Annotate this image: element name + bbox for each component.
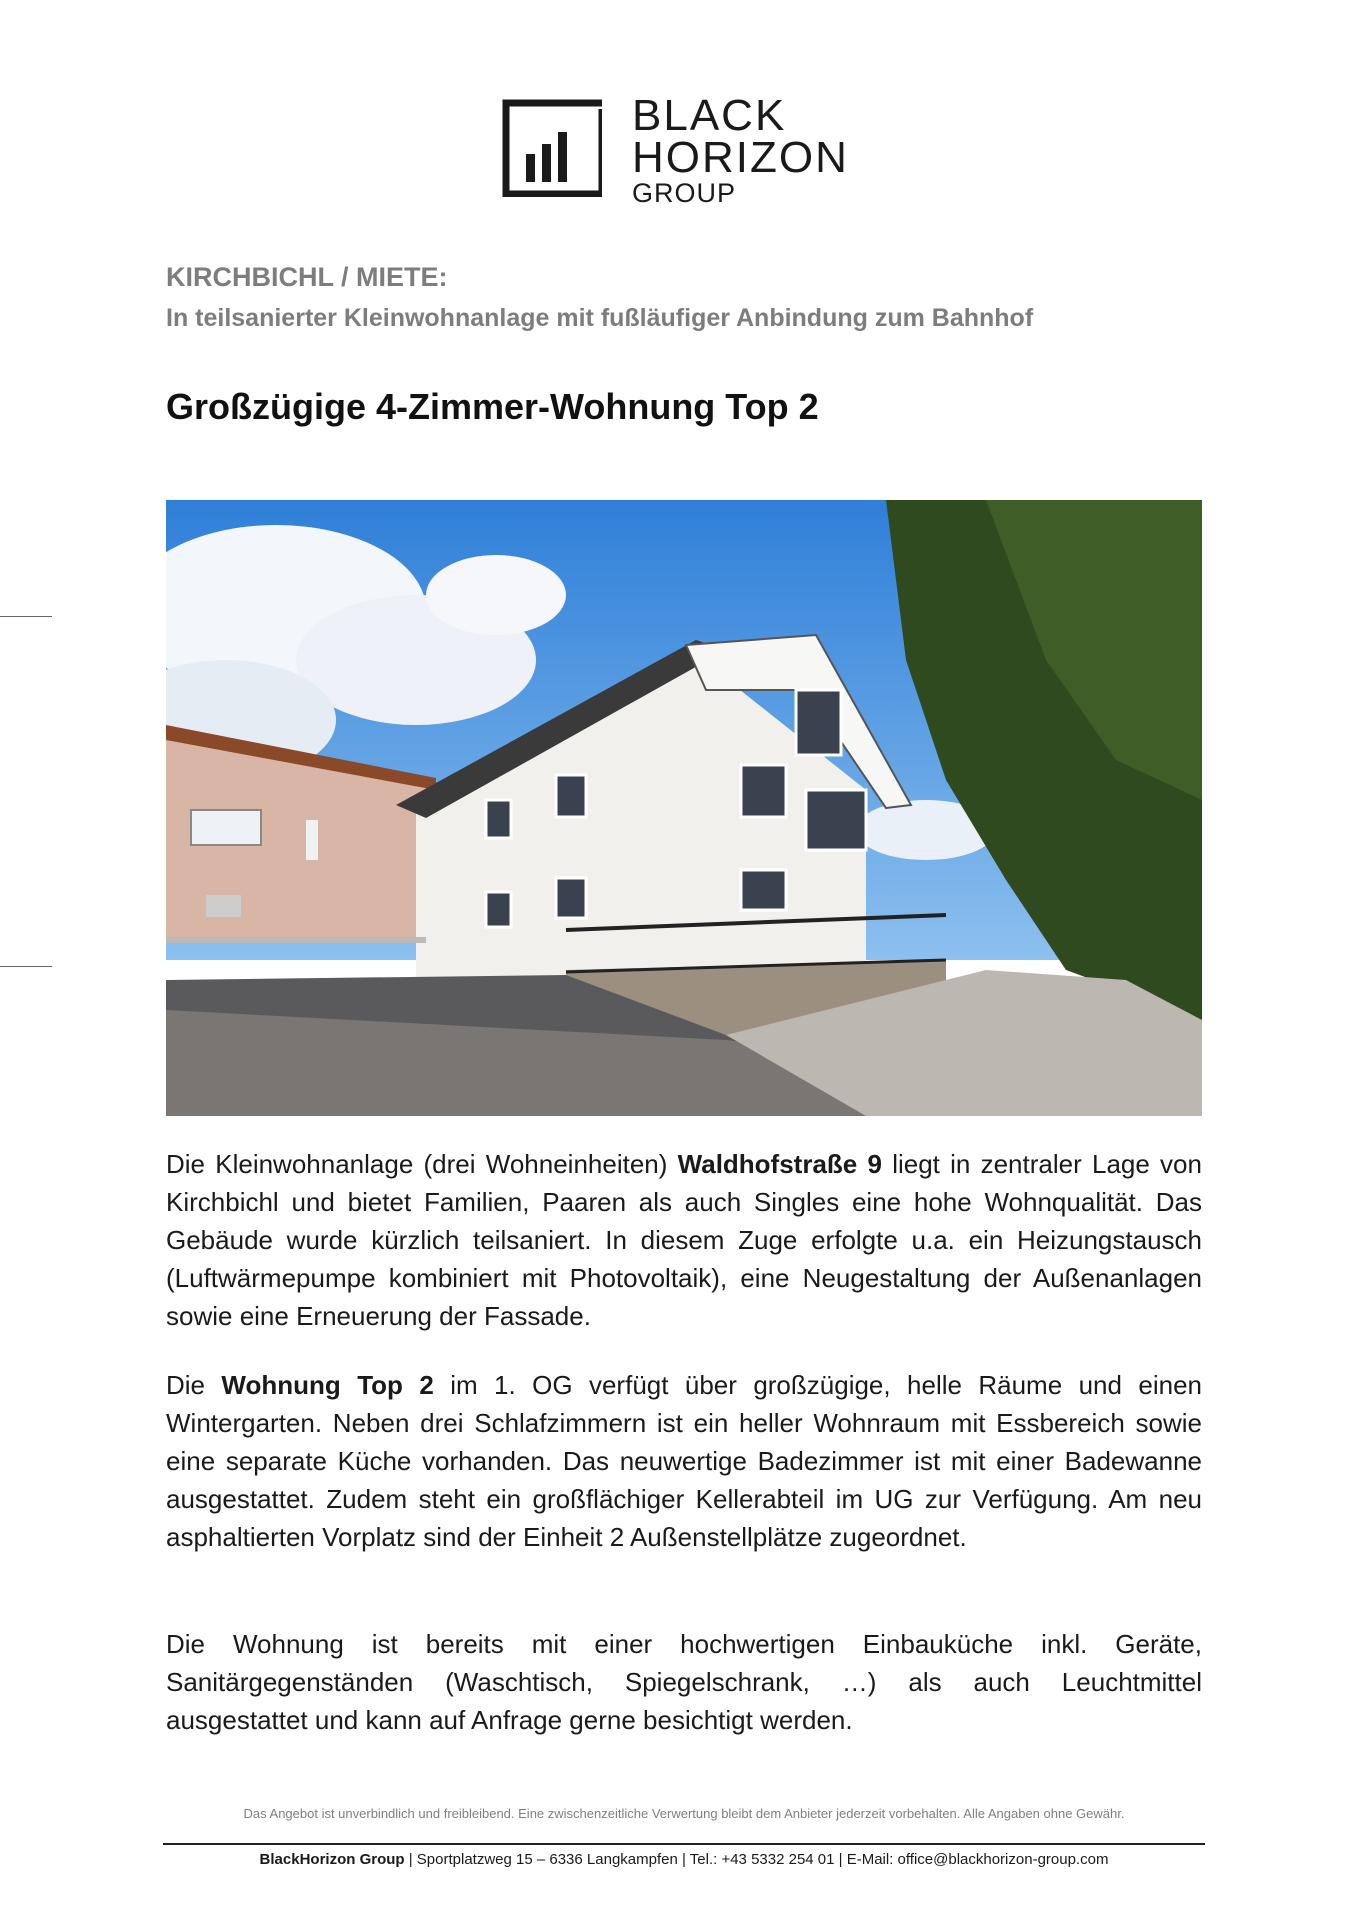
location-kicker: KIRCHBICHL / MIETE: <box>166 262 448 292</box>
house-photo <box>166 500 1202 1116</box>
address-highlight: Waldhofstraße 9 <box>677 1149 882 1179</box>
paragraph-apartment-pre: Die <box>166 1370 222 1400</box>
footer-disclaimer: Das Angebot ist unverbindlich und freibleibend. Eine zwischenzeitliche Verwertung bleibt dem Anbieter jederzeit vorbehalten. Alle Angaben ohne Gewähr. <box>243 1806 1125 1821</box>
paragraph-building-post: liegt in zentraler Lage von Kirchbichl und bietet Familien, Paaren als auch Singles eine hohe Wohnqualität. Das Gebäude wurde kürzlich teilsaniert. In diesem Zuge erfolgte u.a. ein Heizungstausch (Luftwärmepumpe kombiniert mit Photovoltaik), eine Neugestaltung der Außenanlagen sowie eine Erneuerung der Fassade. <box>166 1149 1202 1331</box>
logo-bars-icon <box>502 99 602 197</box>
subheading: In teilsanierter Kleinwohnanlage mit fußläufiger Anbindung zum Bahnhof <box>166 304 1034 332</box>
page-title: Großzügige 4-Zimmer-Wohnung Top 2 <box>166 386 819 427</box>
logo-wordmark <box>632 91 849 208</box>
paragraph-apartment-post: im 1. OG verfügt über großzügige, helle Räume und einen Wintergarten. Neben drei Schlafzimmern ist ein heller Wohnraum mit Essbereich sowie eine separate Küche vorhanden. Das neuwertige Badezimmer ist mit einer Badewanne ausgestattet. Zudem steht ein großflächiger Kellerabteil im UG zur Verfügung. Am neu asphaltierten Vorplatz sind der Einheit 2 Außenstellplätze zugeordnet. <box>166 1370 1202 1552</box>
paragraph-building-pre: Die Kleinwohnanlage (drei Wohneinheiten) <box>166 1149 678 1179</box>
logo-line-3: GROUP <box>632 178 737 208</box>
footer-contact-details: | Sportplatzweg 15 – 6336 Langkampfen | Tel.: +43 5332 254 01 | E-Mail: office@blackhorizon-group.com <box>404 1851 1109 1868</box>
footer-divider <box>163 1843 1205 1845</box>
paragraph-building <box>166 1145 1202 1335</box>
paragraph-equipment: Die Wohnung ist bereits mit einer hochwertigen Einbauküche inkl. Geräte, Sanitärgegenständen (Waschtisch, Spiegelschrank, …) als auch Leuchtmittel ausgestattet und kann auf Anfrage gerne besichtigt werden. <box>166 1629 1202 1735</box>
footer-contact <box>166 1851 1202 1868</box>
logo-line-2: HORIZON <box>632 133 849 182</box>
unit-highlight: Wohnung Top 2 <box>221 1370 434 1400</box>
company-logo <box>502 91 882 208</box>
fold-mark-top <box>0 616 52 617</box>
logo-line-1: BLACK <box>632 91 787 140</box>
footer-company: BlackHorizon Group <box>259 1851 405 1868</box>
fold-mark-bottom <box>0 966 52 967</box>
paragraph-apartment <box>166 1366 1202 1556</box>
